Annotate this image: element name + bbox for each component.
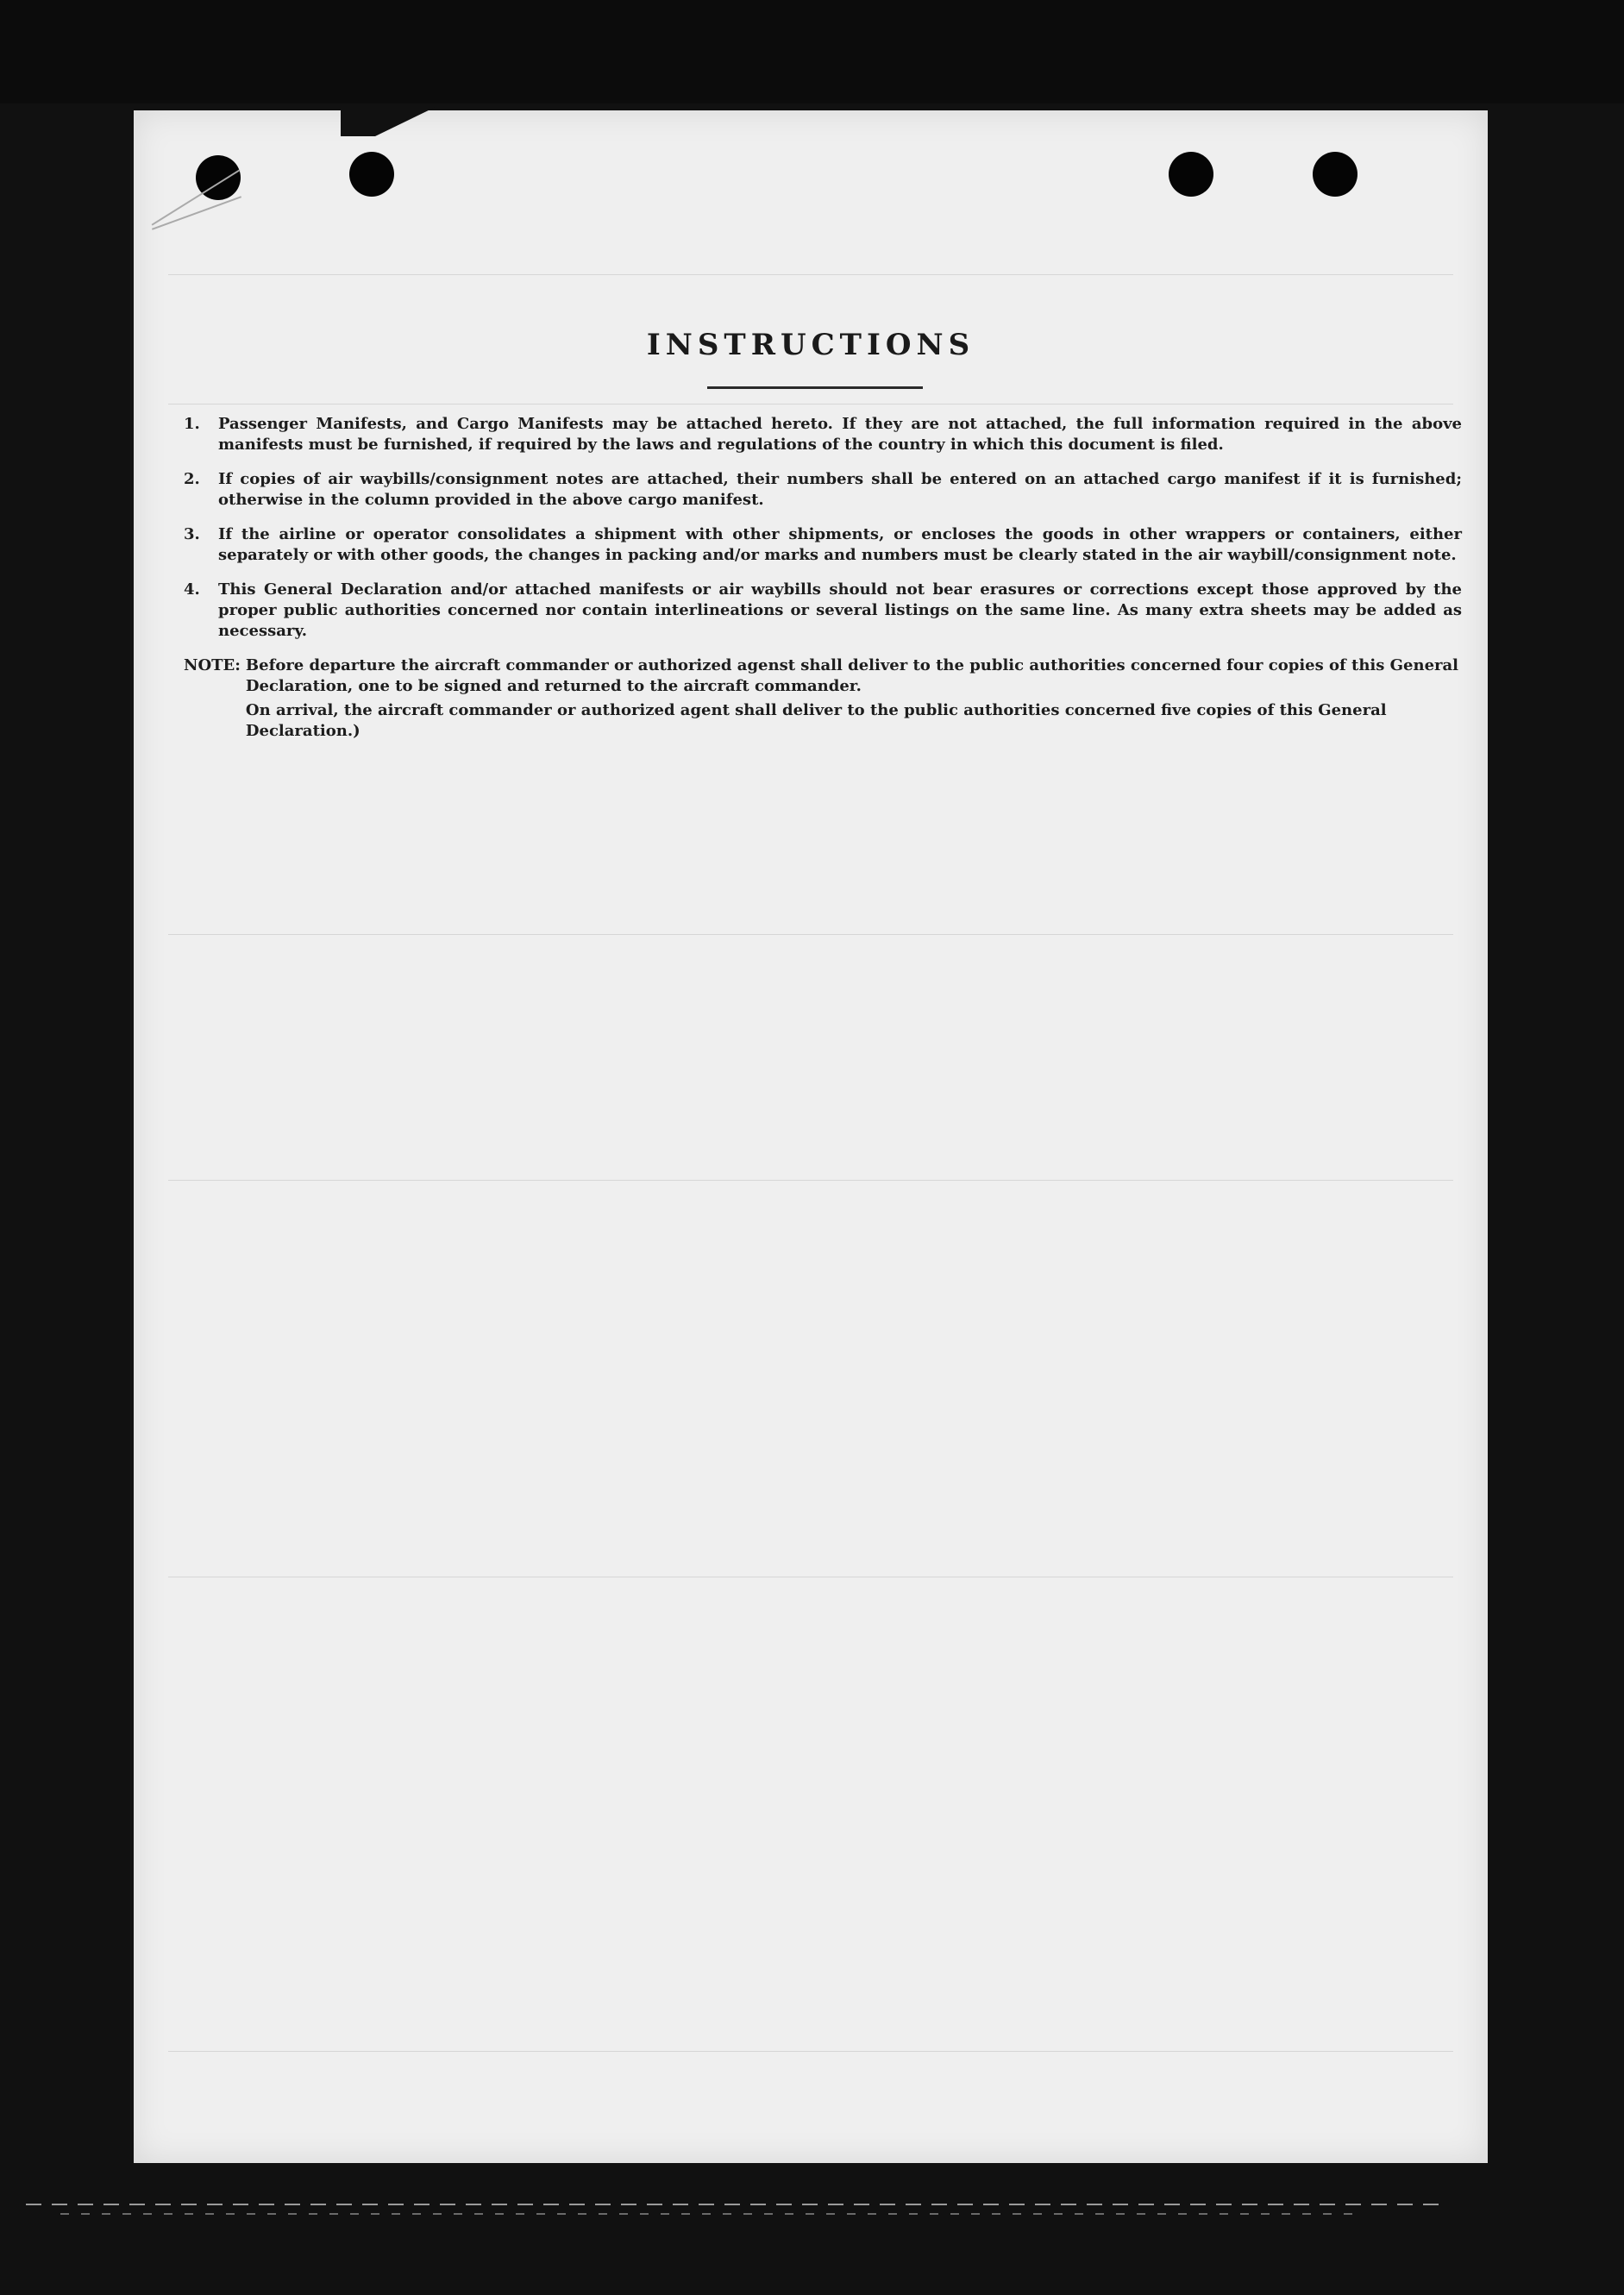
instruction-item [184,469,1462,511]
note-body [241,655,1462,742]
bleed-through-line [168,934,1453,935]
note-label: NOTE: [184,656,241,674]
item-number: 1. [184,415,200,433]
page-title: INSTRUCTIONS [646,328,975,362]
bleed-through-line [168,2051,1453,2052]
instructions-list [184,414,1462,742]
bleed-through-line [168,274,1453,275]
instruction-item [184,414,1462,455]
item-number: 3. [184,525,200,543]
document-page [134,110,1488,2163]
note-paragraph: On arrival, the aircraft commander or authorized agent shall deliver to the public authorities concerned five copies of this General Declaration.) [245,701,1387,740]
punch-hole [349,152,394,197]
item-number: 4. [184,580,200,599]
torn-corner [341,107,436,136]
instruction-item [184,580,1462,642]
item-text: This General Declaration and/or attached manifests or air waybills should not bear erasures or corrections except those approved by the proper public authorities concerned nor contain interlineations or several listings on the same line. As many extra sheets may be added as necessary. [218,580,1462,640]
item-text: If the airline or operator consolidates a shipment with other shipments, or encloses the goods in other wrappers or containers, either separately or with other goods, the changes in packing and/or marks and numbers must be clearly stated in the air waybill/consignment note. [218,525,1462,564]
item-number: 2. [184,470,200,488]
scan-background [0,0,1624,103]
note-paragraph: Before departure the aircraft commander or authorized agenst shall deliver to the public authorities concerned four copies of this General Declaration, one to be signed and returned to the aircraft commander. [245,656,1459,695]
scan-artifact-line [60,2213,1354,2215]
punch-hole [1169,152,1213,197]
punch-hole [1313,152,1358,197]
pencil-mark [152,196,241,230]
scan-artifact-line [26,2204,1449,2205]
item-text: If copies of air waybills/consignment notes are attached, their numbers shall be entered on an attached cargo manifest if it is furnished; otherwise in the column provided in the above cargo manifest. [218,470,1462,509]
item-text: Passenger Manifests, and Cargo Manifests may be attached hereto. If they are not attached, the full information required in the above manifests must be furnished, if required by the laws and regulations of the country in which this document is filed. [218,415,1462,454]
title-underline [707,386,923,389]
instruction-item [184,524,1462,566]
note-block [184,655,1462,742]
bleed-through-line [168,1180,1453,1181]
